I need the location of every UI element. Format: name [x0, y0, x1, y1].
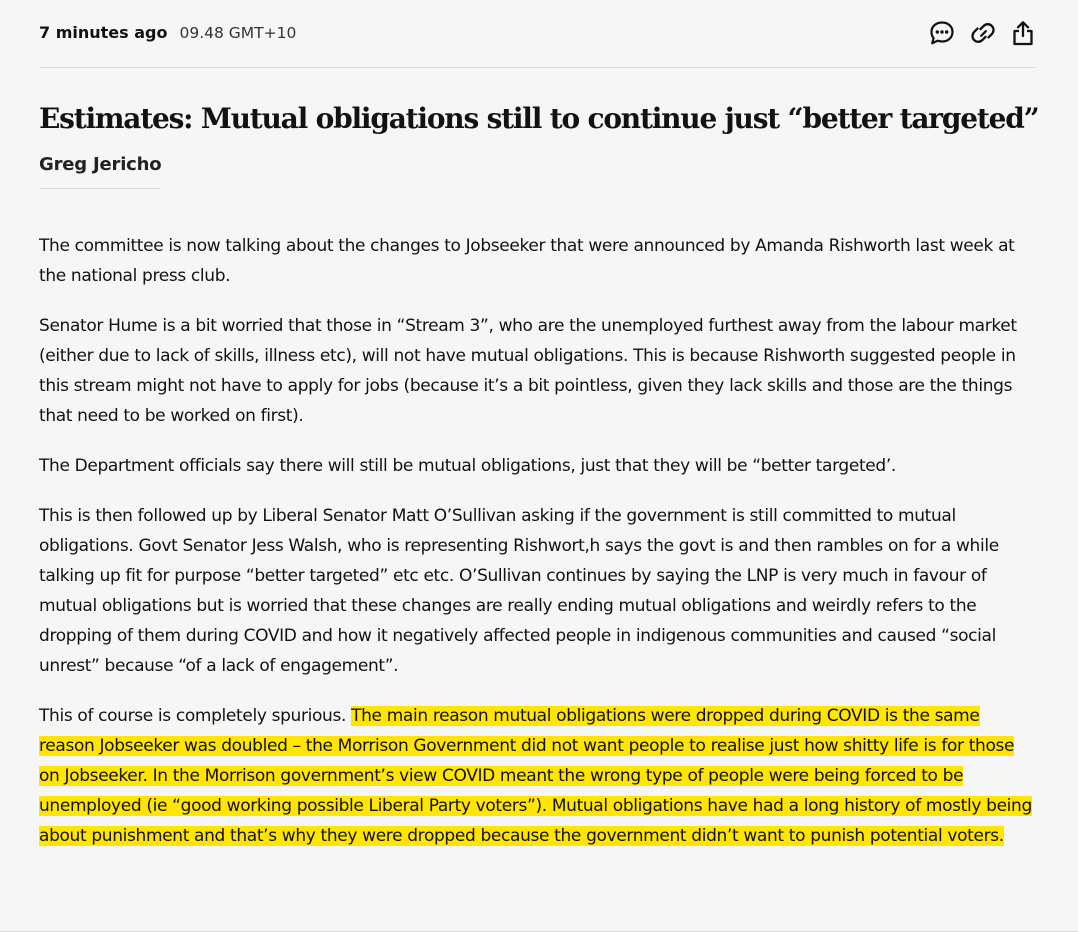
timestamp: 09.48 GMT+10: [179, 24, 297, 42]
body-paragraph: The Department officials say there will still be mutual obligations, just that they will be “better targeted’.: [39, 456, 896, 476]
comment-button[interactable]: [927, 18, 957, 48]
author-byline[interactable]: Greg Jericho: [39, 152, 161, 189]
entry-content: [39, 0, 1039, 846]
link-icon: [968, 18, 998, 48]
copy-link-button[interactable]: [968, 18, 998, 48]
entry-headline: Estimates: Mutual obligations still to continue just “better targeted”: [39, 102, 1039, 135]
body-paragraph: The committee is now talking about the changes to Jobseeker that were announced by Amanda Rishworth last week at the national press club.: [39, 236, 1015, 286]
comment-icon: [927, 18, 957, 48]
entry-meta-bar: [39, 0, 1035, 68]
body-paragraph: This is then followed up by Liberal Senator Matt O’Sullivan asking if the government is still committed to mutual obligations. Govt Senator Jess Walsh, who is representing Rishwort,h says the govt is and then rambles on for a while talking up fit for purpose “better targeted” etc etc. O’Sullivan continues by saying the LNP is very much in favour of mutual obligations but is worried that these changes are really ending mutual obligations and weirdly refers to the dropping of them during COVID and how it negatively affected people in indigenous communities and caused “social unrest” because “of a lack of engagement”.: [39, 506, 999, 676]
share-icon: [1008, 18, 1038, 48]
highlighted-text: The main reason mutual obligations were dropped during COVID is the same reason Jobseeker was doubled – the Morrison Government did not want people to realise just how shitty life is for those on Jobseeker. In the Morrison government’s view COVID meant the wrong type of people were being forced to be unemployed (ie “good working possible Liberal Party voters”). Mutual obligations have had a long history of mostly being about punishment and that’s why they were dropped because the government didn’t want to punish potential voters.: [39, 706, 1032, 846]
entry-body: [39, 231, 1039, 871]
paragraph-plain-text: This of course is completely spurious.: [39, 706, 352, 726]
share-button[interactable]: [1008, 18, 1038, 48]
body-paragraph: Senator Hume is a bit worried that those in “Stream 3”, who are the unemployed furthest away from the labour market (either due to lack of skills, illness etc), will not have mutual obligations. This is because Rishworth suggested people in this stream might not have to apply for jobs (because it’s a bit pointless, given they lack skills and those are the things that need to be worked on first).: [39, 316, 1017, 426]
entry-time: [39, 21, 296, 45]
time-ago[interactable]: 7 minutes ago: [39, 23, 168, 42]
body-paragraph-final: [39, 701, 1039, 851]
